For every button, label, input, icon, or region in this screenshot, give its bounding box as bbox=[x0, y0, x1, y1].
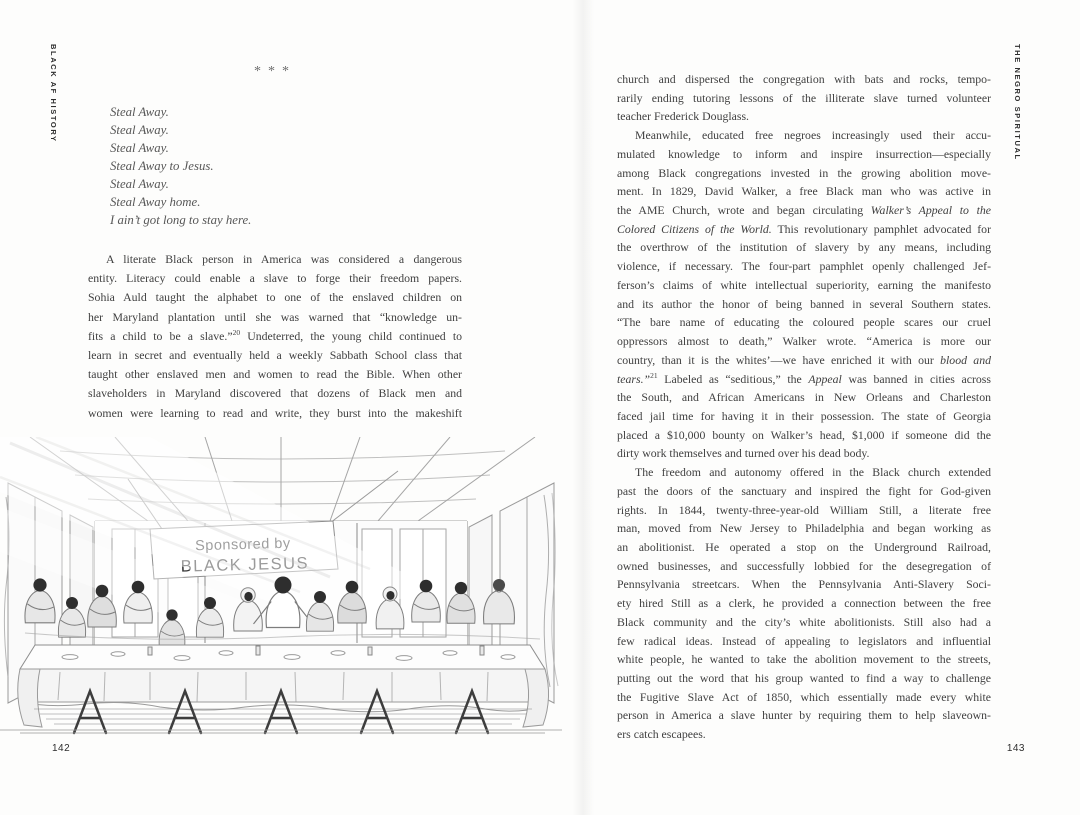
text-line: among Black congregations invested in the growing abolition move- bbox=[617, 165, 991, 180]
right-page-text-column bbox=[617, 70, 991, 744]
text-line: fits a child to be a slave.”$^{20}$ Undeterred, the young child continued to bbox=[88, 327, 462, 343]
text-line: Colored Citizens of the World. This revolutionary pamphlet advocated for bbox=[617, 221, 991, 236]
text-line: A literate Black person in America was considered a dangerous bbox=[106, 252, 462, 266]
text-line: learn in secret and eventually held a weekly Sabbath School class that bbox=[88, 347, 462, 362]
banquet-table bbox=[18, 645, 549, 727]
text-line: Steal Away. bbox=[110, 141, 169, 155]
text-line: ety hired Still as a clerk, he provided a connection between the free bbox=[617, 596, 991, 611]
text-line: person in America a slave hunter by requiring them to help slaveown- bbox=[617, 708, 991, 723]
text-line: mulated knowledge to inform and inspire insurrection—especially bbox=[617, 146, 991, 161]
left-page-paragraph bbox=[88, 250, 462, 423]
text-line: her Maryland plantation until she was warned that “knowledge un- bbox=[88, 309, 462, 324]
text-line: Meanwhile, educated free negroes increasingly used their accu- bbox=[635, 128, 991, 143]
left-margin-running-head: BLACK AF HISTORY bbox=[49, 44, 58, 143]
text-line: past the doors of the sanctuary and inspired the fight for God-given bbox=[617, 483, 991, 498]
text-line: the South, and African Americans in New Orleans and Charleston bbox=[617, 390, 991, 405]
text-line: placed a $10,000 bounty on Walker’s head, $1,000 if someone did the bbox=[617, 427, 991, 442]
text-line: ers catch escapees. bbox=[617, 727, 706, 742]
text-line: The freedom and autonomy offered in the Black church extended bbox=[635, 465, 991, 480]
text-line: Steal Away home. bbox=[110, 195, 201, 209]
text-line: Steal Away. bbox=[110, 177, 169, 191]
text-line: Pennsylvania streetcars. When the Pennsylvania Anti-Slavery Soci- bbox=[617, 577, 991, 592]
text-line: the Fugitive Slave Act of 1850, which essentially made every white bbox=[617, 689, 991, 704]
text-line: faced jail time for having it in their possession. The state of Georgia bbox=[617, 408, 991, 423]
text-line: teacher Frederick Douglass. bbox=[617, 109, 750, 124]
text-line: Sohia Auld taught the alphabet to one of the enslaved children on bbox=[88, 290, 462, 305]
text-line: taught other enslaved men and women to read the Bible. When other bbox=[88, 367, 462, 382]
text-line: rarily ending tutoring lessons of the illiterate slave turned volunteer bbox=[617, 90, 991, 105]
text-line: oppressors almost to death,” Walker wrote. “America is more our bbox=[617, 334, 991, 349]
text-line: slaveholders in Maryland discovered that dozens of Black men and bbox=[88, 386, 462, 401]
text-line: owned businesses, and successfully lobbied for the desegregation of bbox=[617, 558, 991, 573]
left-page-number: 142 bbox=[52, 743, 71, 754]
text-line: Steal Away. bbox=[110, 105, 169, 119]
text-line: tears.”$^{21}$ Labeled as “seditious,” the Appeal was banned in cities across bbox=[617, 370, 991, 386]
text-line: and its author the honor of being banned in several Southern states. bbox=[617, 296, 991, 311]
text-line: an abolitionist. He operated a stop on the Underground Railroad, bbox=[617, 539, 991, 554]
text-line: putting out the word that his group wanted to find a way to challenge bbox=[617, 671, 991, 685]
section-divider-asterisks: *** bbox=[254, 64, 296, 79]
last-supper-illustration bbox=[0, 437, 562, 735]
text-line: Steal Away to Jesus. bbox=[110, 159, 214, 173]
text-line: dirty work themselves and turned over his dead body. bbox=[617, 446, 870, 461]
text-line: man, moved from New Jersey to Philadelphia and began working as bbox=[617, 521, 991, 536]
text-line: violence, if necessary. The four-part pamphlet openly challenged Jef- bbox=[617, 259, 991, 274]
spiritual-poem bbox=[110, 103, 251, 229]
right-page-number: 143 bbox=[1006, 743, 1025, 754]
text-line: women were learning to read and write, they burst into the makeshift bbox=[88, 405, 462, 420]
text-line: the overthrow of the institution of slavery by any means, including bbox=[617, 240, 991, 255]
text-line: entity. Literacy could enable a slave to forge their freedom papers. bbox=[88, 271, 462, 286]
text-line: few radical ideas. Instead of appealing to legislators and influential bbox=[617, 633, 991, 648]
text-line: white people, he wanted to take the abolition movement to the streets, bbox=[617, 652, 991, 667]
text-line: rights. In 1844, twenty-three-year-old William Still, a literate free bbox=[617, 502, 991, 517]
text-line: the AME Church, wrote and began circulating Walker’s Appeal to the bbox=[617, 203, 991, 218]
text-line: Black community and the city’s white abolitionists. Still also had a bbox=[617, 614, 991, 629]
text-line: I ain’t got long to stay here. bbox=[110, 213, 252, 227]
text-line: “The bare name of educating the coloured people scares our cruel bbox=[617, 315, 991, 330]
right-margin-running-head: THE NEGRO SPIRITUAL bbox=[1013, 44, 1022, 161]
text-line: ment. In 1829, David Walker, a free Black man who was active in bbox=[617, 184, 991, 199]
text-line: country, than it is the whites’—we have enriched it with our blood and bbox=[617, 352, 991, 367]
text-line: Steal Away. bbox=[110, 123, 169, 137]
page-gutter bbox=[572, 0, 594, 815]
text-line: church and dispersed the congregation with bats and rocks, tempo- bbox=[617, 72, 991, 86]
text-line: ferson’s claims of white intellectual superiority, earning the manifesto bbox=[617, 277, 991, 292]
